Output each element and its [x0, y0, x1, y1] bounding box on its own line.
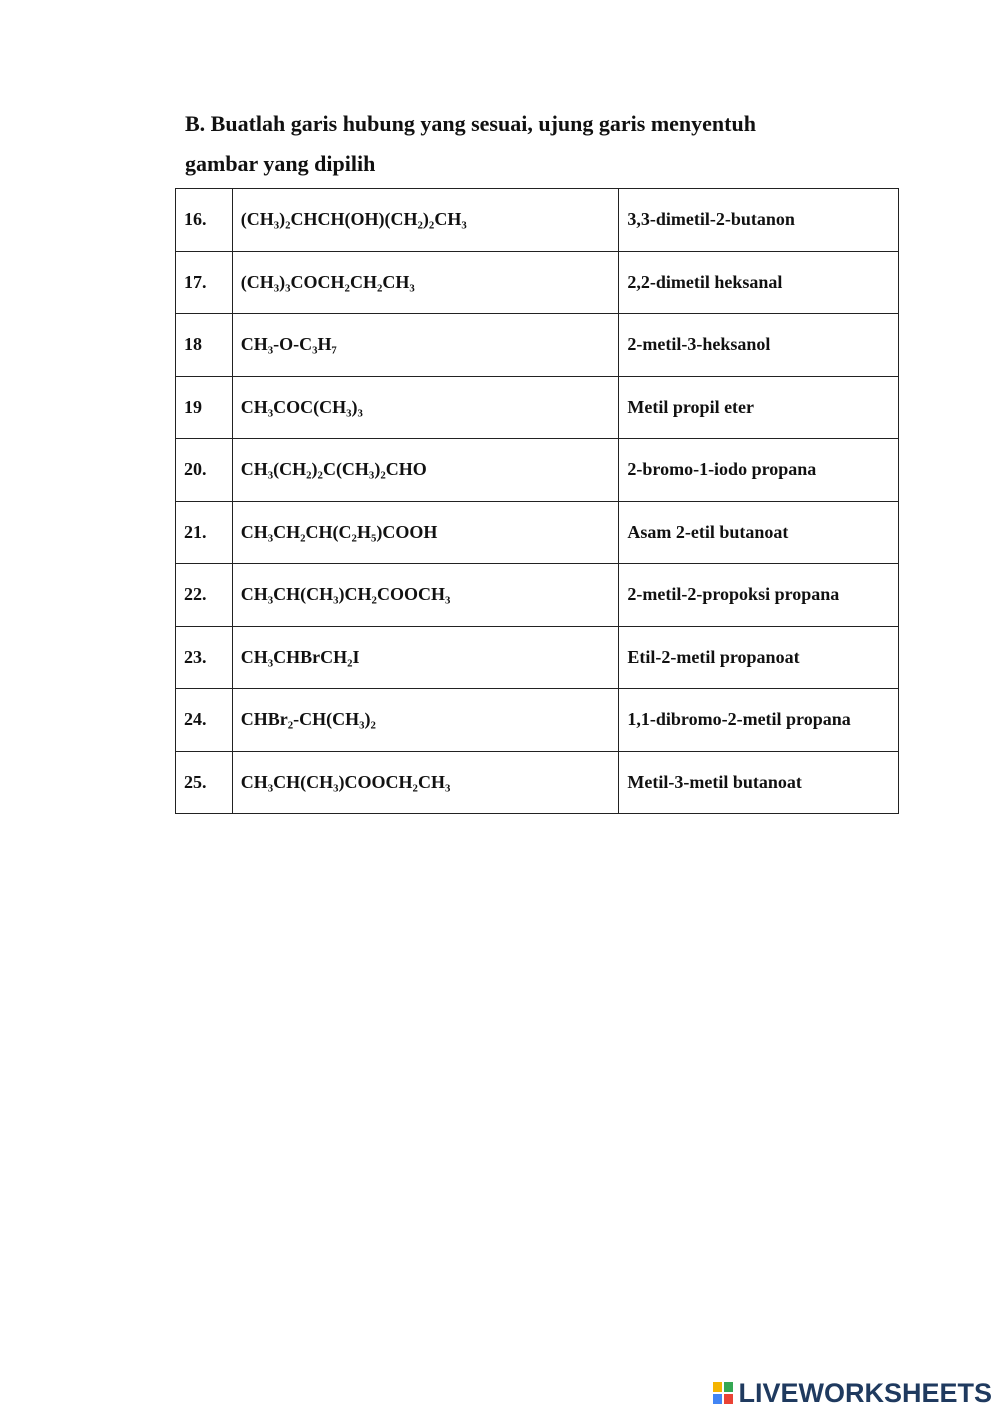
formula-cell: (CH₃)₃COCH₂CH₂CH₃ [232, 251, 619, 314]
instructions-line-1: B. Buatlah garis hubung yang sesuai, ujung garis menyentuh [185, 111, 756, 136]
formula-cell: CH₃-O-C₃H₇ [232, 314, 619, 377]
logo-square-l [712, 1381, 723, 1393]
formula-cell: CHBr₂-CH(CH₃)₂ [232, 689, 619, 752]
compound-name-cell: 2-metil-2-propoksi propana [619, 564, 899, 627]
compound-name-cell: Asam 2-etil butanoat [619, 501, 899, 564]
compound-name-cell: 1,1-dibromo-2-metil propana [619, 689, 899, 752]
liveworksheets-brand [712, 1379, 992, 1407]
compound-name-cell: Etil-2-metil propanoat [619, 626, 899, 689]
logo-square-v [712, 1393, 723, 1405]
compound-name-cell: 3,3-dimetil-2-butanon [619, 189, 899, 252]
table-row [176, 251, 899, 314]
row-number: 23. [176, 626, 233, 689]
formula-cell: CH₃CHBrCH₂I [232, 626, 619, 689]
compound-name-cell: 2-metil-3-heksanol [619, 314, 899, 377]
instructions-line-2: gambar yang dipilih [185, 151, 376, 176]
row-number: 16. [176, 189, 233, 252]
formula-cell: CH₃CH₂CH(C₂H₅)COOH [232, 501, 619, 564]
table-row [176, 439, 899, 502]
row-number: 24. [176, 689, 233, 752]
row-number: 20. [176, 439, 233, 502]
brand-text: LIVEWORKSHEETS [738, 1377, 992, 1408]
compound-name-cell: 2-bromo-1-iodo propana [619, 439, 899, 502]
compound-name-cell: Metil-3-metil butanoat [619, 751, 899, 814]
formula-cell: CH₃CH(CH₃)CH₂COOCH₃ [232, 564, 619, 627]
table-row [176, 314, 899, 377]
table-row [176, 376, 899, 439]
table-row [176, 751, 899, 814]
logo-square-e [723, 1393, 734, 1405]
table-row [176, 626, 899, 689]
table-row [176, 501, 899, 564]
formula-cell: CH₃(CH₂)₂C(CH₃)₂CHO [232, 439, 619, 502]
matching-table [175, 188, 899, 814]
row-number: 17. [176, 251, 233, 314]
row-number: 18 [176, 314, 233, 377]
instructions-heading [185, 104, 885, 184]
row-number: 19 [176, 376, 233, 439]
compound-name-cell: Metil propil eter [619, 376, 899, 439]
row-number: 21. [176, 501, 233, 564]
formula-cell: (CH₃)₂CHCH(OH)(CH₂)₂CH₃ [232, 189, 619, 252]
liveworksheets-logo-icon [712, 1381, 734, 1405]
table-row [176, 189, 899, 252]
logo-square-i [723, 1381, 734, 1393]
formula-cell: CH₃CH(CH₃)COOCH₂CH₃ [232, 751, 619, 814]
compound-name-cell: 2,2-dimetil heksanal [619, 251, 899, 314]
table-row [176, 689, 899, 752]
row-number: 22. [176, 564, 233, 627]
formula-cell: CH₃COC(CH₃)₃ [232, 376, 619, 439]
table-row [176, 564, 899, 627]
row-number: 25. [176, 751, 233, 814]
